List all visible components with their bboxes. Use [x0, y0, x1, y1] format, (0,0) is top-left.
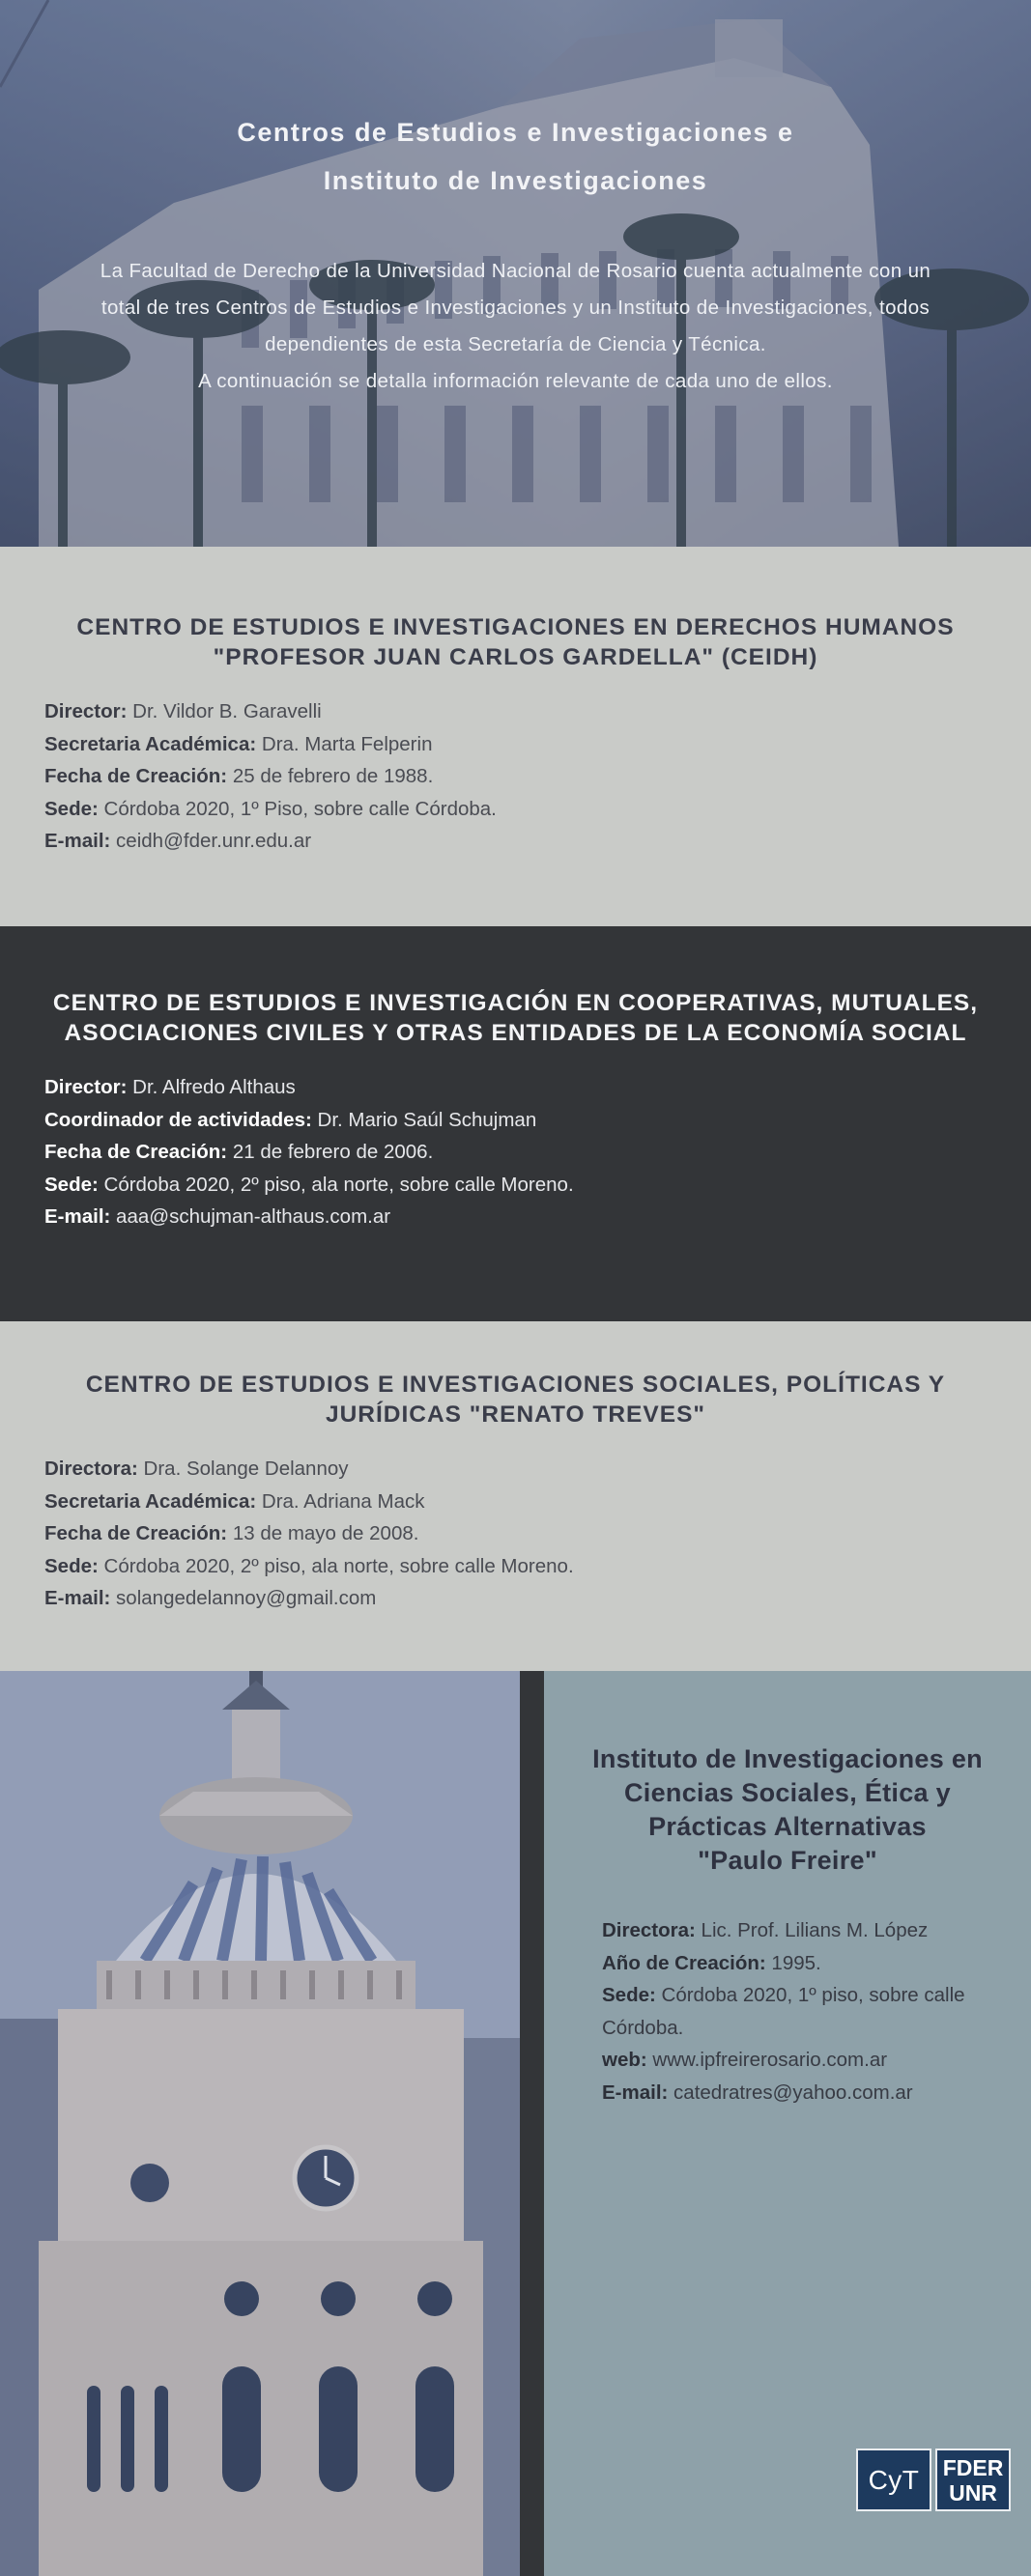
website-link[interactable]: www.ipfreirerosario.com.ar: [646, 2049, 888, 2071]
center-cooperativas-section: [0, 926, 1031, 1321]
intro-line: dependientes de esta Secretaría de Ciencia y Técnica.: [265, 333, 766, 355]
institute-title-line: Instituto de Investigaciones en: [592, 1744, 983, 1773]
field-label: Coordinador de actividades:: [44, 1108, 312, 1131]
institute-title-line: Prácticas Alternativas: [648, 1812, 927, 1841]
institute-title-line: "Paulo Freire": [698, 1846, 877, 1875]
institute-panel: [544, 1671, 1031, 2576]
hero-banner: [0, 0, 1031, 547]
center-title-line: JURÍDICAS "RENATO TREVES": [325, 1401, 706, 1428]
center-title: [44, 988, 987, 1048]
director-field: [44, 1453, 987, 1486]
field-label: Sede:: [44, 1173, 99, 1196]
field-value: 1995.: [765, 1951, 821, 1974]
field-value: Dra. Marta Felperin: [256, 732, 433, 755]
email-link[interactable]: solangedelannoy@gmail.com: [110, 1587, 377, 1609]
institute-section: [0, 1671, 1031, 2576]
field-label: Secretaria Académica:: [44, 732, 257, 755]
center-title-line: CENTRO DE ESTUDIOS E INVESTIGACIONES SOCIALES, POLÍTICAS Y: [85, 1372, 946, 1398]
field-label: Directora:: [44, 1458, 138, 1480]
center-title: [44, 1370, 987, 1430]
cyt-fder-unr-logo: [856, 2449, 1011, 2511]
cyt-logo: CyT: [856, 2449, 931, 2511]
location-field: [44, 1550, 987, 1583]
field-value: Córdoba 2020, 2º piso, ala norte, sobre calle Moreno.: [98, 1173, 574, 1196]
website-field: [602, 2044, 1008, 2077]
field-value: Córdoba 2020, 1º piso, sobre calle Córdoba.: [602, 1984, 965, 2039]
field-label: E-mail:: [602, 2081, 669, 2104]
field-value: 25 de febrero de 1988.: [227, 765, 434, 787]
email-field: [44, 1582, 987, 1615]
page-title-line: Centros de Estudios e Investigaciones e: [237, 118, 794, 147]
field-value: 13 de mayo de 2008.: [227, 1522, 419, 1544]
institute-details: [602, 1914, 1008, 2109]
director-field: [602, 1914, 1008, 1947]
page-title-line: Instituto de Investigaciones: [323, 166, 708, 195]
director-field: [44, 695, 987, 728]
institute-title: [544, 1742, 1031, 1878]
center-title-line: ASOCIACIONES CIVILES Y OTRAS ENTIDADES DE LA ECONOMÍA SOCIAL: [64, 1020, 967, 1046]
location-field: [44, 793, 987, 826]
location-field: [44, 1169, 987, 1202]
field-label: Directora:: [602, 1919, 696, 1941]
intro-paragraph: [39, 253, 992, 400]
center-title-line: "PROFESOR JUAN CARLOS GARDELLA" (CEIDH): [213, 644, 818, 670]
field-value: 21 de febrero de 2006.: [227, 1141, 434, 1163]
secretary-field: [44, 1486, 987, 1518]
center-details: [44, 695, 987, 858]
center-details: [44, 1453, 987, 1615]
field-label: Año de Creación:: [602, 1951, 766, 1974]
email-link[interactable]: aaa@schujman-althaus.com.ar: [110, 1205, 391, 1228]
center-title: [44, 612, 987, 672]
institute-title-line: Ciencias Sociales, Ética y: [624, 1778, 951, 1807]
intro-line: total de tres Centros de Estudios e Investigaciones y un Instituto de Investigaciones, todos: [100, 297, 931, 319]
field-label: Fecha de Creación:: [44, 765, 228, 787]
field-value: Dr. Alfredo Althaus: [127, 1076, 296, 1098]
tower-photo: [0, 1671, 520, 2576]
center-ceidh-section: [0, 547, 1031, 926]
field-label: Sede:: [44, 1554, 99, 1577]
intro-line: La Facultad de Derecho de la Universidad Nacional de Rosario cuenta actualmente con un: [100, 260, 931, 282]
field-label: Sede:: [44, 797, 99, 820]
page-title: [0, 108, 1031, 205]
field-label: web:: [602, 2049, 647, 2071]
field-value: Dr. Mario Saúl Schujman: [311, 1108, 537, 1131]
email-field: [44, 1201, 987, 1233]
creation-date-field: [44, 1517, 987, 1550]
vertical-divider: [520, 1671, 544, 2576]
clock-tower-illustration: [0, 1671, 520, 2576]
field-label: E-mail:: [44, 1205, 111, 1228]
creation-date-field: [44, 760, 987, 793]
center-details: [44, 1071, 987, 1233]
center-title-line: CENTRO DE ESTUDIOS E INVESTIGACIÓN EN COOPERATIVAS, MUTUALES,: [52, 990, 979, 1016]
fder-logo-text: FDER: [942, 2454, 1004, 2480]
email-field: [602, 2077, 1008, 2109]
email-link[interactable]: ceidh@fder.unr.edu.ar: [110, 830, 312, 852]
field-label: E-mail:: [44, 830, 111, 852]
unr-logo-text: UNR: [949, 2479, 997, 2505]
creation-date-field: [44, 1136, 987, 1169]
field-value: Dra. Adriana Mack: [256, 1489, 425, 1513]
field-value: Córdoba 2020, 2º piso, ala norte, sobre calle Moreno.: [98, 1554, 574, 1577]
field-label: Sede:: [602, 1984, 656, 2006]
fder-unr-logo: [935, 2449, 1011, 2511]
field-label: E-mail:: [44, 1587, 111, 1609]
secretary-field: [44, 728, 987, 761]
center-title-line: CENTRO DE ESTUDIOS E INVESTIGACIONES EN DERECHOS HUMANOS: [76, 614, 955, 640]
field-value: Córdoba 2020, 1º Piso, sobre calle Córdoba.: [98, 797, 497, 820]
center-treves-section: [0, 1321, 1031, 1671]
coordinator-field: [44, 1104, 987, 1137]
field-label: Secretaria Académica:: [44, 1489, 257, 1513]
creation-year-field: [602, 1947, 1008, 1980]
field-label: Director:: [44, 700, 128, 722]
intro-line: A continuación se detalla información relevante de cada uno de ellos.: [198, 370, 833, 392]
field-label: Fecha de Creación:: [44, 1522, 228, 1544]
field-value: Dra. Solange Delannoy: [137, 1458, 349, 1480]
email-link[interactable]: catedratres@yahoo.com.ar: [668, 2081, 913, 2104]
field-value: Lic. Prof. Lilians M. López: [695, 1919, 929, 1941]
field-label: Director:: [44, 1076, 128, 1098]
field-value: Dr. Vildor B. Garavelli: [127, 700, 322, 722]
director-field: [44, 1071, 987, 1104]
field-label: Fecha de Creación:: [44, 1141, 228, 1163]
email-field: [44, 825, 987, 858]
location-field: [602, 1979, 1008, 2044]
